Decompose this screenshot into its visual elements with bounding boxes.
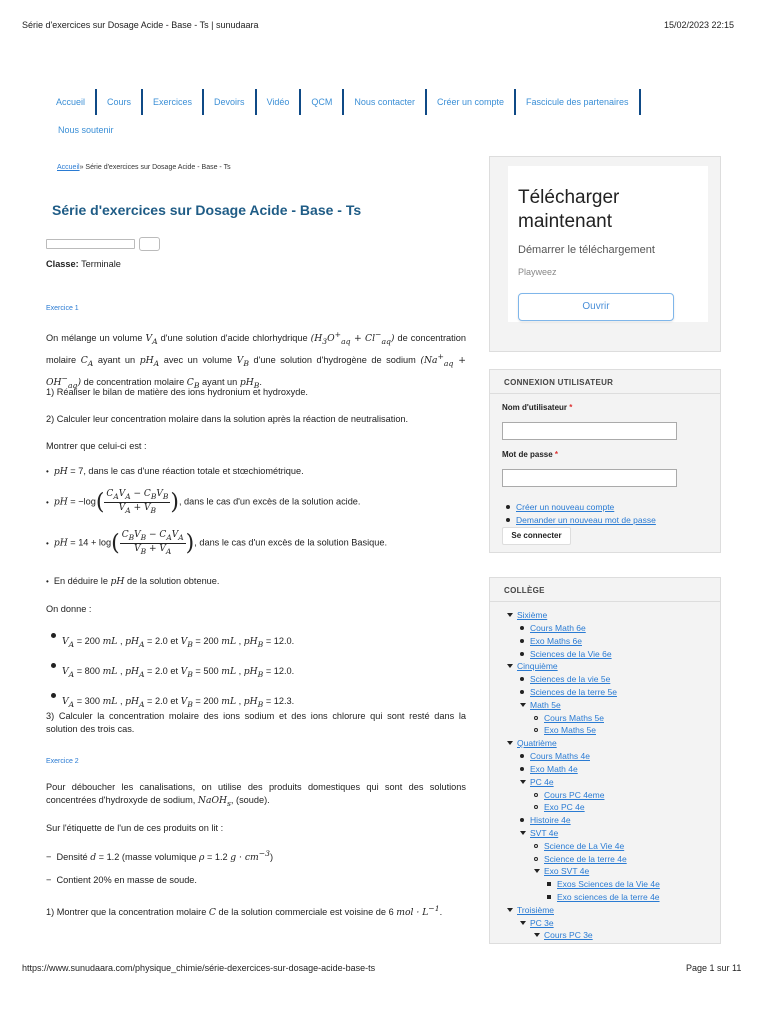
page-title: Série d'exercices sur Dosage Acide - Base - Ts: [52, 202, 362, 218]
ex1-case-3: • pH = 14 + log( $\frac{C_BV_B - C_AV_A}{V_B + V_A}$ ), dans le cas d'un excès de la solution Basique.: [46, 530, 466, 557]
ex2-q1-a: 1) Montrer que la concentration molaire: [46, 907, 207, 918]
tree-cours-maths-5e[interactable]: Cours Maths 5e: [544, 713, 604, 723]
tree-exo-math-4e[interactable]: Exo Math 4e: [530, 764, 578, 774]
breadcrumb-current: » Série d'exercices sur Dosage Acide - Base - Ts: [79, 164, 231, 171]
case-2-text: , dans le cas d'un excès de la solution acide.: [178, 496, 361, 507]
math-hcl: $(H_3O^+_{aq} + Cl^-_{aq})$: [310, 330, 395, 346]
line1-a: Densité: [56, 852, 88, 863]
ad-open-button[interactable]: Ouvrir: [518, 293, 674, 321]
tree-sciences-vie-5e[interactable]: Sciences de la vie 5e: [530, 674, 611, 684]
tree-sciences-terre-5e[interactable]: Sciences de la terre 5e: [530, 687, 617, 697]
tree-histoire-4e[interactable]: Histoire 4e: [530, 815, 571, 825]
password-label: Mot de passe *: [502, 450, 559, 459]
tree-exo-sciences-terre-4e[interactable]: Exo sciences de la terre 4e: [557, 892, 660, 902]
math-cb: $C_B$: [186, 376, 200, 390]
login-links: [506, 497, 656, 523]
tree-sciences-vie-6e[interactable]: Sciences de la Vie 6e: [530, 649, 612, 659]
nav-exercices[interactable]: Exercices: [143, 89, 204, 115]
username-field[interactable]: [502, 422, 677, 440]
college-heading: COLLÈGE: [490, 578, 720, 602]
ex1-case-2: • pH = −log( $\frac{C_AV_A - C_BV_B}{V_A + V_B}$ ), dans le cas d'un excès de la solution acide.: [46, 489, 466, 516]
reset-password-link[interactable]: Demander un nouveau mot de passe: [516, 515, 656, 525]
ad-brand: Playweez: [518, 267, 557, 277]
tree-cinquieme[interactable]: Cinquième: [517, 661, 558, 671]
create-account-link[interactable]: Créer un nouveau compte: [516, 502, 615, 512]
tree-pc-3e[interactable]: PC 3e: [530, 918, 554, 928]
ex1-question-3: 3) Calculer la concentration molaire des ions sodium et des ions chlorure qui sont resté dans la solution des trois cas.: [46, 711, 466, 734]
math-ca: $C_A$: [80, 354, 94, 368]
ex2-intro-text: Pour déboucher les canalisations, on utilise des produits domestiques qui sont des solutions concentrées d'hydroxyde de sodium,: [46, 782, 466, 805]
nav-partners[interactable]: Fascicule des partenaires: [516, 89, 641, 115]
line2-a: Contient: [56, 875, 91, 885]
line1-b: (masse volumique: [121, 852, 197, 863]
ex1-text-h: ayant un: [202, 376, 238, 387]
tree-science-vie-4e[interactable]: Science de La Vie 4e: [544, 841, 625, 851]
ex1-text-b: d'une solution d'acide chlorhydrique: [160, 333, 308, 344]
nav-create-account[interactable]: Créer un compte: [427, 89, 516, 115]
exercise-2-intro: Pour déboucher les canalisations, on utilise des produits domestiques qui sont des solutions concentrées d'hydroxyde de sodium, NaOH$_s$, (soude).: [46, 782, 466, 808]
class-value: Terminale: [81, 259, 121, 269]
tree-troisieme[interactable]: Troisième: [517, 905, 554, 915]
ex1-given: On donne :: [46, 604, 92, 614]
deduce-b: de la solution obtenue.: [127, 576, 220, 586]
ex2-line-2: − Contient 20% en masse de soude.: [46, 875, 197, 885]
tree-cours-maths-4e[interactable]: Cours Maths 4e: [530, 751, 590, 761]
math-vb: $V_B$: [236, 354, 249, 368]
rating-button[interactable]: [139, 237, 160, 251]
ex1-deduce: • En déduire le pH de la solution obtenue.: [46, 575, 466, 588]
case-3-text: , dans le cas d'un excès de la solution Basique.: [194, 537, 388, 548]
ex1-case-1: • pH = 7, dans le cas d'une réaction totale et stœchiométrique.: [46, 465, 466, 478]
login-panel: [489, 369, 721, 553]
ex2-question-1: 1) Montrer que la concentration molaire C de la solution commerciale est voisine de 6 mol · $L^{-1}$.: [46, 904, 443, 919]
case-1-text: , dans le cas d'une réaction totale et stœchiométrique.: [83, 466, 304, 476]
data-row-1: $V_A = 200$ mL , $pH_A = 2.0$ et $V_B = 200$ mL , $pH_B = 12.0$.: [46, 628, 466, 658]
class-label: Classe:: [46, 259, 79, 269]
line2-b: en masse de soude.: [114, 875, 197, 885]
nav-qcm[interactable]: QCM: [301, 89, 344, 115]
tree-science-terre-4e[interactable]: Science de la terre 4e: [544, 854, 627, 864]
tree-sixieme[interactable]: Sixième: [517, 610, 548, 620]
exercise-1-heading: Exercice 1: [46, 305, 79, 312]
math-va: $V_A$: [145, 333, 158, 346]
ad-subtitle: Démarrer le téléchargement: [518, 244, 655, 256]
ex1-data-list: [46, 628, 466, 717]
data-row-2: $V_A = 800$ mL , $pH_A = 2.0$ et $V_B = 500$ mL , $pH_B = 12.0$.: [46, 658, 466, 688]
ex1-text-d: ayant un: [97, 354, 136, 365]
login-submit-button[interactable]: Se connecter: [502, 527, 571, 545]
ex1-text-g: de concentration molaire: [83, 376, 185, 387]
tree-quatrieme[interactable]: Quatrième: [517, 738, 557, 748]
nav-accueil[interactable]: Accueil: [46, 89, 97, 115]
ex1-text-c: de concentration molaire: [46, 333, 466, 365]
login-heading: CONNEXION UTILISATEUR: [490, 370, 720, 394]
class-line: [46, 258, 466, 271]
breadcrumb: [57, 164, 231, 171]
breadcrumb-home[interactable]: Accueil: [57, 164, 80, 171]
ex1-text-e: avec un volume: [163, 354, 233, 365]
ex2-label: Sur l'étiquette de l'un de ces produits on lit :: [46, 823, 224, 833]
nav-devoirs[interactable]: Devoirs: [204, 89, 257, 115]
tree-math-5e[interactable]: Math 5e: [530, 700, 561, 710]
exercise-1-intro: On mélange un volume $V_A$ d'une solution d'acide chlorhydrique $(H_3O^+_{aq} + Cl^-_{aq})$ de concentration molaire $C_A$ ayant un $pH_A$ avec un volume $V_B$ d'une solution d'hydrogène de sodium $(Na^+_{aq} + OH^-_{aq})$ de concentration molaire $C_B$ ayant un $pH_B$.: [46, 330, 466, 390]
rating-input[interactable]: [46, 239, 135, 249]
ex1-question-2: 2) Calculer leur concentration molaire dans la solution après la réaction de neutralisation.: [46, 414, 409, 424]
nav-cours[interactable]: Cours: [97, 89, 143, 115]
ex1-text-f: d'une solution d'hydrogène de sodium: [253, 354, 416, 365]
math-pha: $pH_A$: [139, 354, 160, 368]
footer-url: https://www.sunudaara.com/physique_chimie/série-dexercices-sur-dosage-acide-base-ts: [22, 963, 376, 973]
document-title: Série d'exercices sur Dosage Acide - Base - Ts | sunudaara: [22, 20, 259, 30]
math-naoh: $(Na^+_{aq} + OH^-_{aq})$: [46, 351, 466, 390]
ad-title: Télécharger maintenant: [518, 187, 620, 232]
nav-contact[interactable]: Nous contacter: [344, 89, 427, 115]
tree-exo-pc-4e[interactable]: Exo PC 4e: [544, 802, 585, 812]
data-row-3: $V_A = 300$ mL , $pH_A = 2.0$ et $V_B = 200$ mL , $pH_B = 12.3$.: [46, 688, 466, 718]
ex1-text-a: On mélange un volume: [46, 333, 143, 344]
nav-support[interactable]: Nous soutenir: [58, 125, 114, 135]
username-label: Nom d'utilisateur *: [502, 403, 573, 412]
print-datetime: 15/02/2023 22:15: [664, 20, 735, 30]
footer-page-number: Page 1 sur 11: [686, 963, 742, 973]
nav-video[interactable]: Vidéo: [257, 89, 302, 115]
tree-exo-svt-4e[interactable]: Exo SVT 4e: [544, 866, 590, 876]
password-field[interactable]: [502, 469, 677, 487]
ex1-question-1: 1) Réaliser le bilan de matière des ions hydronium et hydroxyde.: [46, 387, 308, 397]
tree-exo-maths-5e[interactable]: Exo Maths 5e: [544, 725, 596, 735]
tree-pc-4e[interactable]: PC 4e: [530, 777, 554, 787]
tree-cours-math-6e[interactable]: Cours Math 6e: [530, 623, 586, 633]
exercise-2-heading: Exercice 2: [46, 758, 79, 765]
ex2-intro-end: , (soude).: [230, 795, 270, 805]
main-nav: [46, 88, 666, 144]
ex1-show-text: Montrer que celui-ci est :: [46, 441, 147, 451]
tree-cours-pc-4eme[interactable]: Cours PC 4eme: [544, 790, 605, 800]
math-phb: $pH_B$: [239, 376, 260, 390]
ex2-line-1: − Densité d = 1.2 (masse volumique ρ = 1.2 $g \cdot cm^{-3}$): [46, 849, 274, 864]
deduce-a: En déduire le: [53, 576, 108, 586]
tree-exos-sciences-vie-4e[interactable]: Exos Sciences de la Vie 4e: [557, 879, 660, 889]
ex2-q1-b: de la solution commerciale est voisine de: [218, 907, 387, 918]
tree-cours-pc-3e[interactable]: Cours PC 3e: [544, 930, 593, 940]
tree-svt-4e[interactable]: SVT 4e: [530, 828, 559, 838]
tree-exo-maths-6e[interactable]: Exo Maths 6e: [530, 636, 582, 646]
